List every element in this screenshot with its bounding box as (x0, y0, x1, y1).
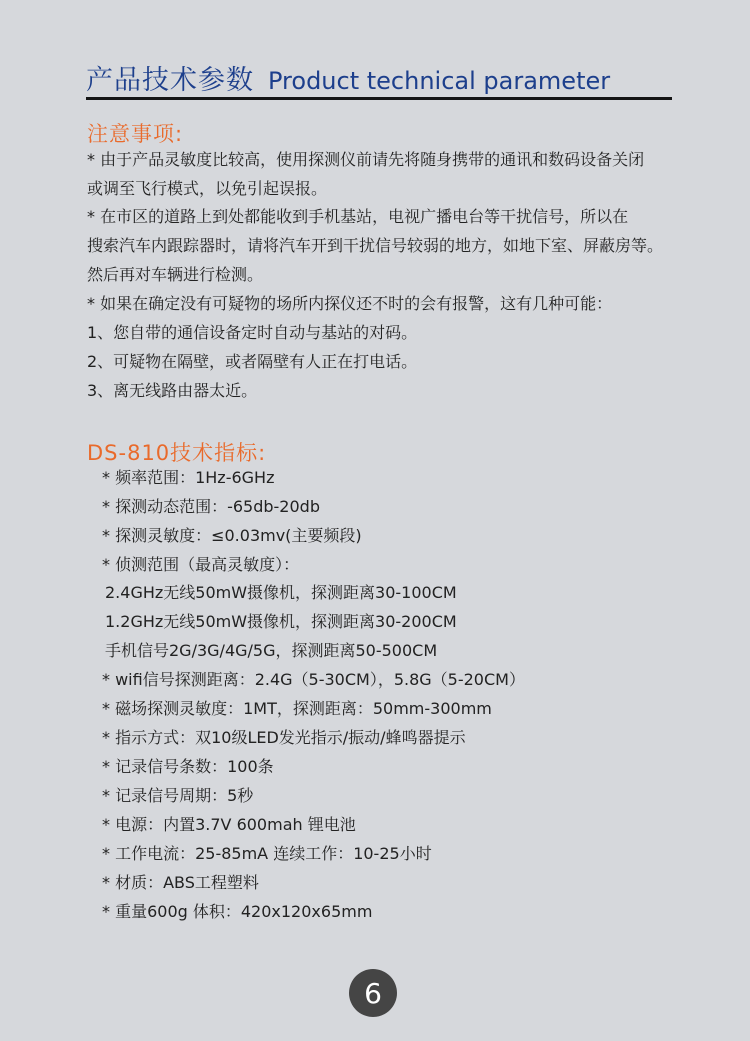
page-header (86, 58, 686, 97)
spec-line: 1.2GHz无线50mW摄像机，探测距离30-200CM (105, 612, 457, 631)
spec-line: * wifi信号探测距离：2.4G（5-30CM），5.8G（5-20CM） (102, 670, 525, 689)
page-number-badge (349, 969, 397, 1017)
spec-line: * 探测灵敏度：≤0.03mv(主要频段) (102, 526, 362, 545)
spec-line: * 磁场探测灵敏度：1MT，探测距离：50mm-300mm (102, 699, 492, 718)
notes-title: 注意事项: (87, 122, 184, 146)
notes-line: 1、您自带的通信设备定时自动与基站的对码。 (87, 323, 418, 342)
spec-line: * 工作电流：25-85mA 连续工作：10-25小时 (102, 844, 432, 863)
spec-line: * 重量600g 体积：420x120x65mm (102, 902, 373, 921)
notes-line: 或调至飞行模式，以免引起误报。 (87, 179, 328, 198)
spec-line: * 频率范围：1Hz-6GHz (102, 468, 275, 487)
notes-line: 然后再对车辆进行检测。 (87, 265, 264, 284)
page-number: 6 (364, 976, 382, 1010)
notes-line: * 如果在确定没有可疑物的场所内探仪还不时的会有报警，这有几种可能： (87, 294, 613, 313)
spec-line: * 记录信号条数：100条 (102, 757, 274, 776)
notes-line: 搜索汽车内跟踪器时，请将汽车开到干扰信号较弱的地方，如地下室、屏蔽房等。 (87, 236, 664, 255)
spec-line: * 电源：内置3.7V 600mah 锂电池 (102, 815, 356, 834)
header-title-en: Product technical parameter (268, 67, 611, 95)
header-divider (86, 97, 672, 100)
spec-line: 2.4GHz无线50mW摄像机，探测距离30-100CM (105, 583, 457, 602)
notes-line: 2、可疑物在隔壁，或者隔壁有人正在打电话。 (87, 352, 418, 371)
spec-line: * 材质：ABS工程塑料 (102, 873, 259, 892)
spec-line: * 记录信号周期：5秒 (102, 786, 254, 805)
notes-line: 3、离无线路由器太近。 (87, 381, 258, 400)
specs-title: DS-810技术指标: (87, 441, 267, 465)
spec-line: 手机信号2G/3G/4G/5G，探测距离50-500CM (105, 641, 438, 660)
notes-line: * 在市区的道路上到处都能收到手机基站，电视广播电台等干扰信号，所以在 (87, 207, 629, 226)
spec-line: * 探测动态范围：-65db-20db (102, 497, 320, 516)
spec-line: * 侦测范围（最高灵敏度）： (102, 555, 300, 574)
header-title-cn: 产品技术参数 (86, 65, 254, 96)
notes-line: * 由于产品灵敏度比较高，使用探测仪前请先将随身携带的通讯和数码设备关闭 (87, 150, 645, 169)
spec-line: * 指示方式：双10级LED发光指示/振动/蜂鸣器提示 (102, 728, 466, 747)
